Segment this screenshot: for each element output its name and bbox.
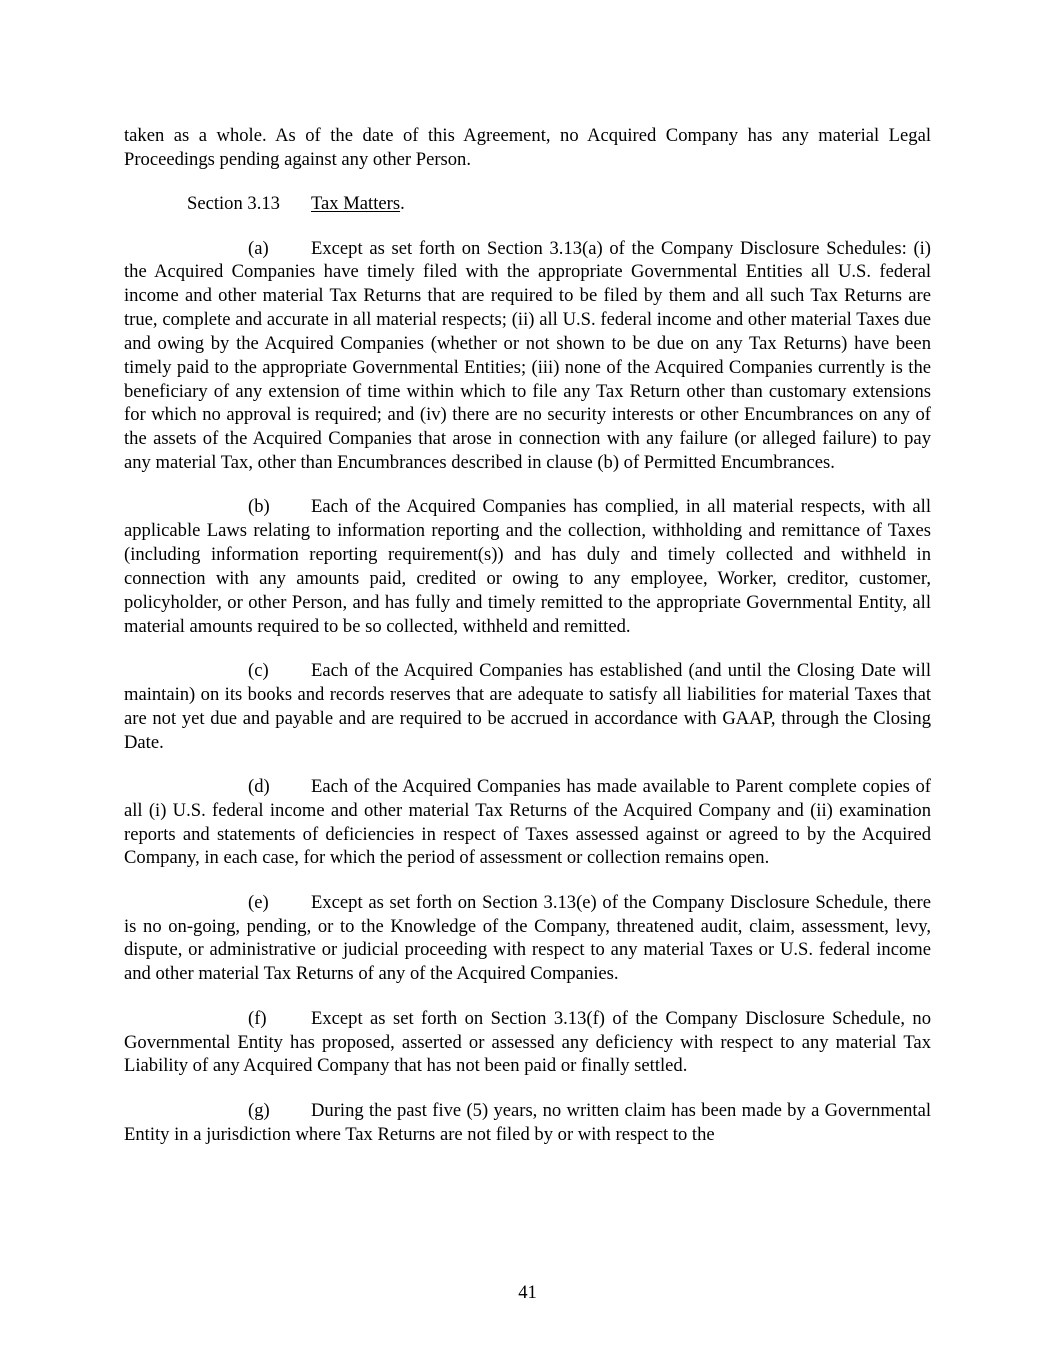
paragraph-label: (b) [248,496,270,518]
paragraph-b [124,495,931,638]
paragraph-f [124,1007,931,1079]
paragraph-label: (d) [248,775,270,797]
paragraph-label: (c) [248,660,269,682]
section-title-period: . [400,193,405,215]
paragraph-text: Except as set forth on Section 3.13(a) of the Company Disclosure Schedules: (i) the Acquired Companies have timely filed with the appropriate Governmental Entities all U.S. federal income and other material Tax Returns that are required to be filed by them and all such Tax Returns are true, complete and accurate in all material respects; (ii) all U.S. federal income and other material Taxes due and owing by the Acquired Companies (whether or not shown to be due on any Tax Returns) have been timely paid to the appropriate Governmental Entities; (iii) none of the Acquired Companies currently is the beneficiary of any extension of time within which to file any Tax Return other than customary extensions for which no approval is required; and (iv) there are no security interests or other Encumbrances on any of the assets of the Acquired Companies that arose in connection with any failure (or alleged failure) to pay any material Tax, other than Encumbrances described in clause (b) of Permitted Encumbrances. [124,237,931,474]
paragraph-text: Each of the Acquired Companies has made available to Parent complete copies of all (i) U.S. federal income and other material Tax Returns of the Acquired Company and (ii) examination reports and statements of deficiencies in respect of Taxes assessed against or agreed to by the Acquired Company, in each case, for which the period of assessment or collection remains open. [124,775,931,869]
page-number: 41 [518,1282,537,1303]
paragraph-e [124,891,931,986]
paragraph-label: (a) [248,237,269,259]
paragraph-label: (g) [248,1099,270,1121]
section-number: Section 3.13 [187,193,280,215]
paragraph-text: Except as set forth on Section 3.13(e) of the Company Disclosure Schedule, there is no on-going, pending, or to the Knowledge of the Company, threatened audit, claim, assessment, levy, dispute, or administrative or judicial proceeding with respect to any material Taxes or U.S. federal income and other material Tax Returns of any of the Acquired Companies. [124,891,931,985]
paragraph-d [124,775,931,870]
paragraph-text: Each of the Acquired Companies has complied, in all material respects, with all applicable Laws relating to information reporting and the collection, withholding and remittance of Taxes (including information reporting requirement(s)) and has duly and timely collected and withheld in connection with any amounts paid, credited or owing to any employee, Worker, creditor, customer, policyholder, or other Person, and has fully and timely remitted to the appropriate Governmental Entity, all material amounts required to be so collected, withheld and remitted. [124,496,931,637]
paragraph-c [124,659,931,754]
paragraph-label: (f) [248,1007,267,1029]
paragraph-text: During the past five (5) years, no written claim has been made by a Governmental Entity in a jurisdiction where Tax Returns are not filed by or with respect to the [124,1099,931,1145]
section-heading [124,192,931,216]
paragraph-g [124,1099,931,1147]
paragraph-text: Except as set forth on Section 3.13(f) of the Company Disclosure Schedule, no Governmental Entity has proposed, asserted or assessed any deficiency with respect to any material Tax Liability of any Acquired Company that has not been paid or finally settled. [124,1007,931,1077]
paragraph-a [124,237,931,475]
opening-paragraph: taken as a whole. As of the date of this Agreement, no Acquired Company has any material Legal Proceedings pending against any other Person. [124,125,931,170]
paragraph-label: (e) [248,891,269,913]
document-body [124,124,931,1167]
paragraph-text: Each of the Acquired Companies has established (and until the Closing Date will maintain) on its books and records reserves that are adequate to satisfy all liabilities for material Taxes that are not yet due and payable and are required to be accrued in accordance with GAAP, through the Closing Date. [124,660,931,753]
section-title: Tax Matters [311,193,401,215]
